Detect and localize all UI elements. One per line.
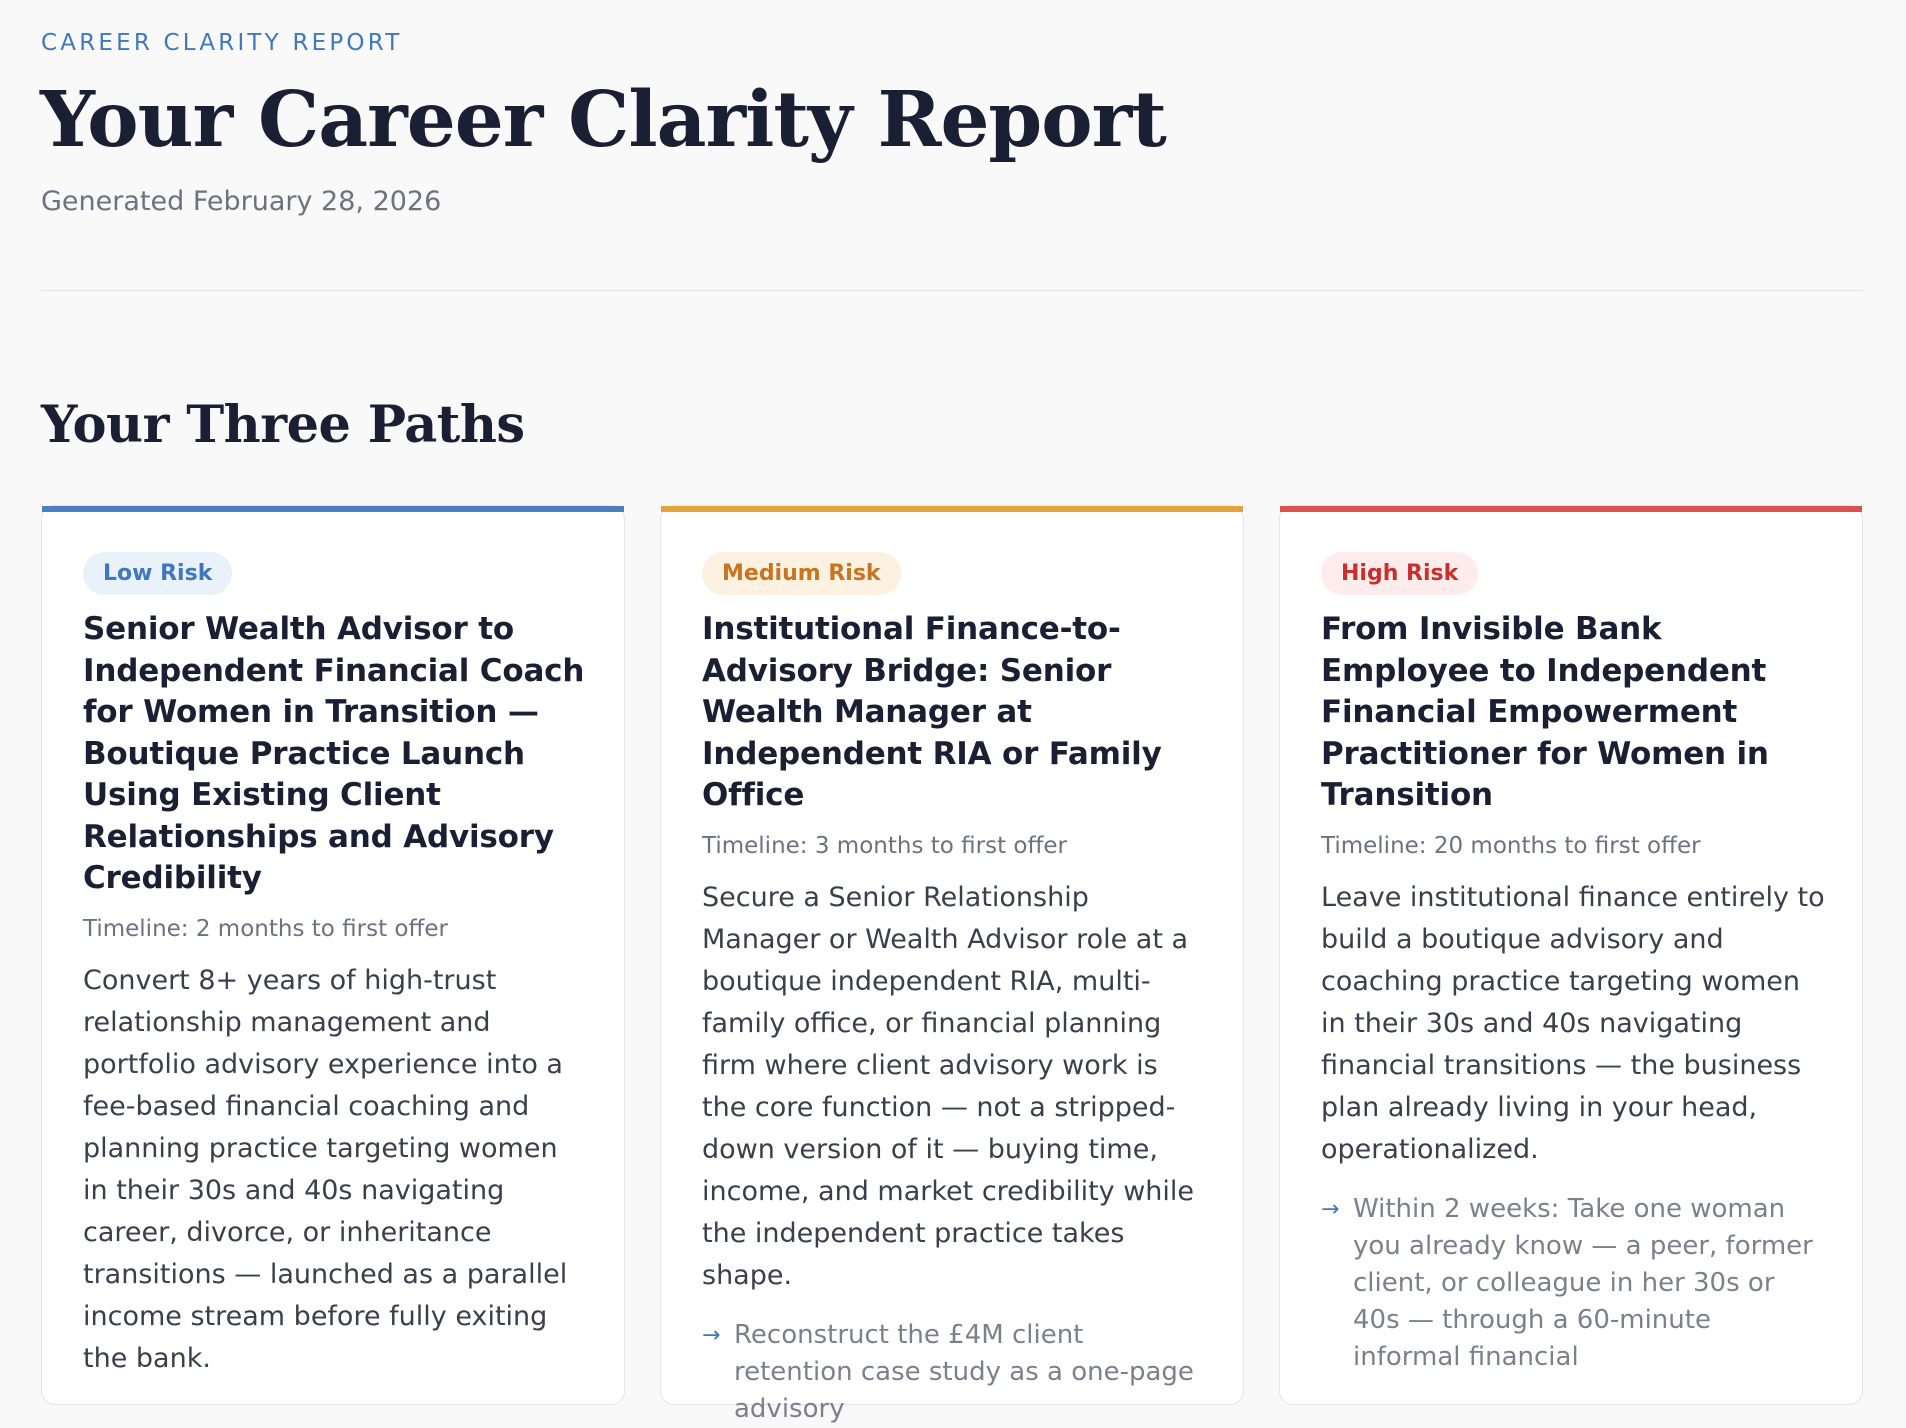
path-card-high xyxy=(1279,505,1863,1405)
page-title: Your Career Clarity Report xyxy=(40,75,1166,165)
generated-date: Generated February 28, 2026 xyxy=(41,186,442,217)
path-description: Leave institutional finance entirely to build a boutique advisory and coaching practice targeting women in their 30s and 40s navigating financial transitions — the business plan already living in your head, operationalized. xyxy=(1321,881,1825,1165)
path-timeline: Timeline: 20 months to first offer xyxy=(1321,832,1701,859)
card-body xyxy=(83,552,588,1380)
risk-accent-bar xyxy=(1280,506,1862,512)
action-step xyxy=(1321,1191,1826,1376)
header-divider xyxy=(41,290,1863,291)
path-timeline: Timeline: 2 months to first offer xyxy=(83,915,448,942)
risk-accent-bar xyxy=(42,506,624,512)
card-body xyxy=(1321,552,1826,1376)
path-timeline: Timeline: 3 months to first offer xyxy=(702,832,1067,859)
risk-badge: Low Risk xyxy=(83,552,232,595)
risk-accent-bar xyxy=(661,506,1243,512)
action-step-text: Within 2 weeks: Take one woman you already know — a peer, former client, or colleague in her 30s or 40s — through a 60-minute informal financial xyxy=(1353,1193,1813,1372)
path-card-medium xyxy=(660,505,1244,1424)
path-description: Convert 8+ years of high-trust relationship management and portfolio advisory experience into a fee-based financial coaching and planning practice targeting women in their 30s and 40s navigating career, divorce, or inheritance transitions — launched as a parallel income stream before fully exiting the bank. xyxy=(83,964,568,1374)
card-body xyxy=(702,552,1207,1428)
arrow-right-icon: → xyxy=(1321,1196,1340,1222)
arrow-right-icon: → xyxy=(702,1322,721,1348)
path-title: From Invisible Bank Employee to Independent Financial Empowerment Practitioner for Women in Transition xyxy=(1321,611,1769,813)
paths-grid xyxy=(41,505,1864,1424)
section-title: Your Three Paths xyxy=(41,395,525,455)
path-description: Secure a Senior Relationship Manager or Wealth Advisor role at a boutique independent RIA, multi-family office, or financial planning firm where client advisory work is the core function — not a stripped-down version of it — buying time, income, and market credibility while the independent practice takes shape. xyxy=(702,881,1195,1291)
path-card-low xyxy=(41,505,625,1405)
risk-badge: Medium Risk xyxy=(702,552,901,595)
risk-badge: High Risk xyxy=(1321,552,1478,595)
path-title: Institutional Finance-to-Advisory Bridge: Senior Wealth Manager at Independent RIA or Family Office xyxy=(702,611,1162,813)
action-step xyxy=(702,1317,1207,1428)
path-title: Senior Wealth Advisor to Independent Financial Coach for Women in Transition — Boutique Practice Launch Using Existing Client Relationships and Advisory Credibility xyxy=(83,611,585,896)
action-step-text: Reconstruct the £4M client retention case study as a one-page advisory xyxy=(734,1319,1194,1424)
report-eyebrow: CAREER CLARITY REPORT xyxy=(41,30,403,56)
